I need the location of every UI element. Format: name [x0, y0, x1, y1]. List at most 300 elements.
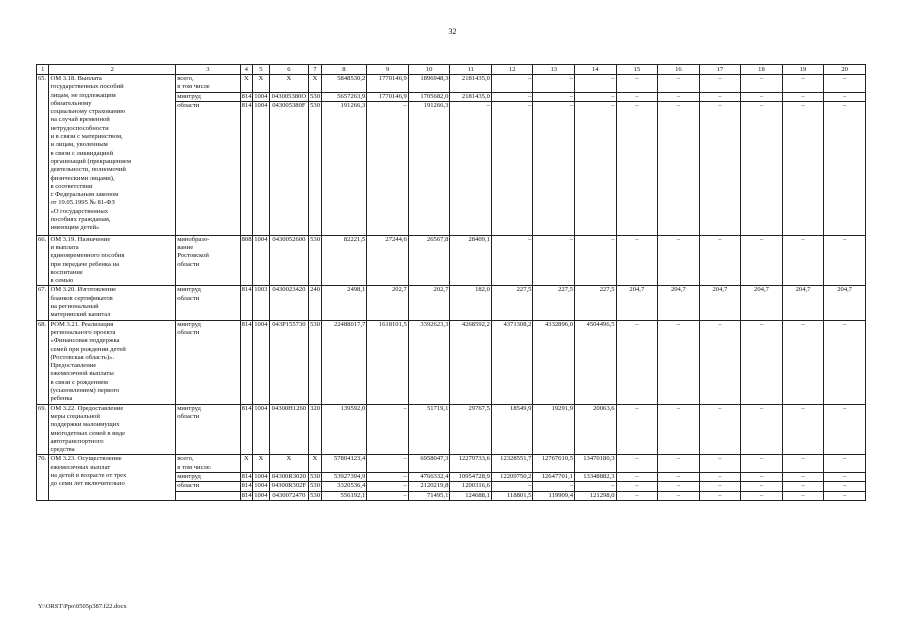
value-cell-c5: 1004 [254, 482, 268, 490]
value-cell-c13: – [533, 482, 575, 491]
value-cell-c18: – [741, 320, 783, 404]
value-cell-c10: 1896948,3 [408, 75, 450, 93]
value-cell-c12: 18549,9 [491, 404, 533, 455]
value-cell-c11: 2181435,0 [450, 75, 492, 93]
value-cell-c15: – [616, 320, 658, 404]
value-cell-c19: – [782, 455, 824, 473]
value-cell-c5: 1004 [253, 101, 270, 235]
text-line: от 19.05.1995 № 81-ФЗ [50, 199, 115, 207]
value-cell-c19: – [782, 92, 824, 101]
text-line: семей при рождении детей [50, 345, 126, 353]
column-header: 7 [309, 65, 321, 75]
value-cell-c8: 2498,1 [321, 286, 367, 320]
value-cell-c16: – [658, 101, 700, 235]
table-row [37, 235, 866, 286]
value-cell-c11: 29767,5 [450, 404, 492, 455]
value-cell-c5: 1004 [253, 235, 270, 286]
value-cell-c13: – [533, 101, 575, 235]
column-header: 18 [741, 65, 783, 75]
value-cell-c17: – [699, 101, 741, 235]
text-line: вание [177, 243, 194, 251]
value-cell-c13: 4332896,0 [533, 320, 575, 404]
text-line: области [177, 260, 200, 268]
value-cell-c18: – [741, 235, 783, 286]
column-header: 20 [824, 65, 866, 75]
text-line: области [177, 412, 200, 420]
value-cell-c7: 530 [310, 92, 321, 100]
page-number: 32 [448, 27, 457, 36]
executor-cell [176, 320, 240, 404]
executor-cell [176, 235, 240, 286]
value-cell-c17: – [699, 404, 741, 455]
value-cell-c15: 204,7 [616, 286, 658, 320]
text-line: деятельности, полномочий [50, 166, 126, 174]
value-cell-c6: 04300R302F [269, 482, 308, 491]
value-cell-c4: 814 [240, 404, 252, 455]
value-cell-c15: – [616, 75, 658, 93]
text-line: минтруд [177, 404, 201, 412]
value-cell-c9: – [367, 404, 409, 455]
value-cell-c7: 530 [310, 491, 321, 499]
value-cell-c11: 4268592,2 [450, 320, 492, 404]
value-cell-c8: 5657263,9 [321, 92, 367, 101]
table-row [37, 320, 866, 404]
value-cell-c5: 1003 [253, 286, 270, 320]
value-cell-c20: – [824, 404, 866, 455]
value-cell-c8: 556192,1 [321, 491, 367, 500]
executor-cell [176, 455, 240, 473]
text-line: ОМ 3.22. Предоставление [50, 404, 124, 412]
value-cell-c4: 814 [241, 491, 252, 499]
value-cell-c4: 814 [240, 286, 252, 320]
value-cell-c8: 22488017,7 [321, 320, 367, 404]
value-cell-c19: – [782, 75, 824, 93]
value-cell-c7: X [309, 75, 321, 93]
value-cell-c19: – [782, 491, 824, 500]
value-cell-c9: – [367, 455, 409, 473]
value-cell-c7: 530 [310, 473, 321, 481]
column-header: 3 [176, 65, 240, 75]
text-line: с Федеральным законом [50, 191, 119, 199]
value-cell-c10: 6958047,3 [408, 455, 450, 473]
value-cell-c15: – [616, 473, 658, 482]
value-cell-c5: X [253, 455, 270, 473]
column-header: 10 [408, 65, 450, 75]
value-cell-c18: – [741, 455, 783, 473]
column-header: 15 [616, 65, 658, 75]
value-cell-c20: – [824, 92, 866, 101]
text-line: и лицам, уволенным [50, 141, 108, 149]
value-cell-c4: 814 [241, 482, 252, 490]
value-cell-c16: – [658, 404, 700, 455]
text-line: области [177, 294, 200, 302]
value-cell-c10: 71495,1 [408, 491, 450, 500]
value-cell-c13: 19291,9 [533, 404, 575, 455]
value-cell-c5: X [253, 75, 270, 93]
value-cell-c11: 1200316,6 [450, 482, 492, 491]
column-header: 8 [321, 65, 367, 75]
value-cell-c6: 0430072470 [269, 491, 308, 500]
text-line: минтруд [177, 286, 201, 294]
text-line: в семью [50, 277, 74, 285]
value-cell-c5: 1004 [254, 491, 268, 499]
text-line: в связи с рождением [50, 378, 108, 386]
value-cell-c14: 227,5 [575, 286, 617, 320]
value-cell-c18: – [741, 101, 783, 235]
text-line: государственных пособий [50, 83, 124, 91]
value-cell-c8: 57804123,4 [321, 455, 367, 473]
text-line: воспитание [50, 268, 83, 276]
value-cell-c10: 51719,1 [408, 404, 450, 455]
value-cell-c12: – [491, 101, 533, 235]
row-number: 69. [37, 404, 49, 455]
value-cell-c18: – [741, 491, 783, 500]
value-cell-c10: 2120219,8 [408, 482, 450, 491]
text-line: нетрудоспособности [50, 124, 109, 132]
text-line: средства [50, 446, 75, 454]
measure-name [49, 404, 176, 455]
value-cell-c14: 13470180,3 [575, 455, 617, 473]
value-cell-c5: 1004 [254, 473, 268, 481]
text-line: бланков сертификатов [50, 294, 113, 302]
value-cell-c12: 227,5 [491, 286, 533, 320]
text-line: в связи с ликвидацией [50, 149, 114, 157]
text-line: в соответствии [50, 182, 93, 190]
row-number: 68. [37, 320, 49, 404]
value-cell-c6: 04300Н1260 [269, 404, 308, 455]
value-cell-c20: – [824, 75, 866, 93]
value-cell-c15: – [616, 482, 658, 491]
executor-cell [176, 286, 240, 320]
value-cell-c12: 12209750,2 [491, 473, 533, 482]
value-cell-c6: 043005380О [269, 92, 308, 101]
executor-cell [176, 482, 240, 491]
value-cell-c18: – [741, 75, 783, 93]
table-row [37, 286, 866, 320]
executor-cell [176, 75, 240, 93]
column-header: 4 [240, 65, 252, 75]
text-line: «О государственных [50, 207, 109, 215]
value-cell-c13: 12647701,1 [533, 473, 575, 482]
value-cell-c20: – [824, 482, 866, 491]
value-cell-c9: 1770146,9 [367, 75, 409, 93]
value-cell-c4: 814 [240, 320, 252, 404]
value-cell-c11: 182,0 [450, 286, 492, 320]
value-cell-c8: 82221,5 [321, 235, 367, 286]
text-line: Ростовской [177, 252, 209, 260]
value-cell-c13: – [533, 75, 575, 93]
column-header: 12 [491, 65, 533, 75]
value-cell-c19: – [782, 404, 824, 455]
value-cell-c10: 202,7 [408, 286, 450, 320]
value-cell-c20: – [824, 491, 866, 500]
file-path-footer: Y:\ORST\Ppo\0505p387.f22.docx [38, 603, 127, 610]
text-line: ежемесячной выплаты [50, 370, 114, 378]
text-line: социальному страхованию [50, 108, 126, 116]
value-cell-c11: 2181435,0 [450, 92, 492, 101]
value-cell-c15: – [616, 92, 658, 101]
value-cell-c17: – [699, 235, 741, 286]
value-cell-c16: – [658, 482, 700, 491]
value-cell-c18: – [741, 473, 783, 482]
text-line: и в связи с материнством, [50, 133, 123, 141]
value-cell-c11: 12279733,6 [450, 455, 492, 473]
value-cell-c14: – [575, 482, 617, 491]
column-header: 1 [37, 65, 49, 75]
text-line: и выплата [50, 243, 79, 251]
value-cell-c17: – [699, 482, 741, 491]
value-cell-c10: 191266,3 [408, 101, 450, 235]
value-cell-c7: 320 [309, 404, 321, 455]
column-header: 16 [658, 65, 700, 75]
value-cell-c9: 202,7 [367, 286, 409, 320]
value-cell-c18: – [741, 92, 783, 101]
value-cell-c15: – [616, 235, 658, 286]
value-cell-c18: – [741, 404, 783, 455]
value-cell-c20: – [824, 320, 866, 404]
text-line: всего, [177, 455, 194, 463]
text-line: единовременного пособия [50, 252, 125, 260]
measure-name [49, 235, 176, 286]
value-cell-c19: – [782, 320, 824, 404]
text-line: пособиях гражданам, [50, 216, 111, 224]
value-cell-c6: 043P155730 [269, 320, 308, 404]
column-header: 17 [699, 65, 741, 75]
value-cell-c11: 10954728,9 [450, 473, 492, 482]
row-number: 70. [37, 455, 49, 500]
table-row [37, 404, 866, 455]
value-cell-c6: 04300R3020 [269, 473, 308, 482]
text-line: минтруд [177, 92, 201, 100]
value-cell-c4: 814 [241, 92, 252, 100]
text-line: организаций (прекращением [50, 157, 132, 165]
value-cell-c12: – [491, 92, 533, 101]
value-cell-c9: – [367, 491, 409, 500]
value-cell-c4: 808 [240, 235, 252, 286]
column-header: 14 [575, 65, 617, 75]
column-header: 6 [269, 65, 308, 75]
text-line: минтруд [177, 320, 201, 328]
budget-table [36, 64, 866, 501]
value-cell-c8: 139592,0 [321, 404, 367, 455]
row-number: 66. [37, 235, 49, 286]
value-cell-c17: – [699, 473, 741, 482]
executor-cell [176, 491, 240, 500]
value-cell-c13: – [533, 235, 575, 286]
text-line: минобразо- [177, 235, 210, 243]
text-line: «Финансовая поддержка [50, 337, 120, 345]
value-cell-c16: – [658, 235, 700, 286]
measure-name [49, 455, 176, 500]
executor-cell [176, 404, 240, 455]
value-cell-c9: 1618101,5 [367, 320, 409, 404]
value-cell-c18: – [741, 482, 783, 491]
value-cell-c19: – [782, 473, 824, 482]
text-line: ежемесячных выплат [50, 463, 111, 471]
value-cell-c19: – [782, 235, 824, 286]
text-line: лицам, не подлежащим [50, 91, 116, 99]
value-cell-c11: – [450, 101, 492, 235]
text-line: области [177, 328, 200, 336]
value-cell-c9: 27244,6 [367, 235, 409, 286]
header-row [37, 65, 866, 75]
text-line: РОМ 3.21. Реализация [50, 320, 114, 328]
value-cell-c16: – [658, 75, 700, 93]
text-line: физическими лицами), [50, 174, 115, 182]
text-line: минтруд [177, 473, 201, 481]
value-cell-c14: 4504496,5 [575, 320, 617, 404]
value-cell-c16: – [658, 491, 700, 500]
executor-cell [176, 92, 240, 101]
value-cell-c16: – [658, 92, 700, 101]
value-cell-c6: X [269, 75, 308, 93]
value-cell-c10: 3392623,3 [408, 320, 450, 404]
text-line: области [177, 482, 200, 490]
value-cell-c13: 12767610,5 [533, 455, 575, 473]
value-cell-c8: 53927394,9 [321, 473, 367, 482]
value-cell-c12: 118801,5 [491, 491, 533, 500]
value-cell-c9: – [367, 473, 409, 482]
value-cell-c12: – [491, 235, 533, 286]
text-line: имеющим детей» [50, 224, 100, 232]
value-cell-c14: – [575, 75, 617, 93]
value-cell-c12: – [491, 75, 533, 93]
table-row [37, 455, 866, 473]
text-line: материнский капитал [50, 311, 111, 319]
value-cell-c5: 1004 [253, 404, 270, 455]
value-cell-c8: 5848530,2 [321, 75, 367, 93]
text-line: ребенка [50, 395, 73, 403]
value-cell-c8: 3320536,4 [321, 482, 367, 491]
value-cell-c14: – [575, 235, 617, 286]
value-cell-c19: – [782, 482, 824, 491]
value-cell-c17: – [699, 491, 741, 500]
value-cell-c14: 121298,0 [575, 491, 617, 500]
value-cell-c6: 0430023420 [269, 286, 308, 320]
value-cell-c12: 4371308,2 [491, 320, 533, 404]
value-cell-c17: – [699, 320, 741, 404]
value-cell-c17: – [699, 75, 741, 93]
text-line: ОМ 3.23. Осуществление [50, 455, 122, 463]
value-cell-c14: 20063,6 [575, 404, 617, 455]
value-cell-c20: – [824, 101, 866, 235]
value-cell-c9: – [367, 101, 409, 235]
text-line: в том числе [177, 83, 210, 91]
column-header: 19 [782, 65, 824, 75]
value-cell-c14: 13348882,3 [575, 473, 617, 482]
value-cell-c9: – [367, 482, 409, 491]
column-header: 13 [533, 65, 575, 75]
text-line: на детей в возрасте от трех [50, 472, 127, 480]
column-header: 2 [49, 65, 176, 75]
text-line [177, 492, 238, 500]
value-cell-c15: – [616, 455, 658, 473]
value-cell-c17: 204,7 [699, 286, 741, 320]
value-cell-c7: 530 [310, 482, 321, 490]
column-header: 5 [253, 65, 270, 75]
text-line: Предоставление [50, 362, 97, 370]
value-cell-c14: – [575, 101, 617, 235]
value-cell-c5: 1004 [254, 92, 268, 100]
value-cell-c14: – [575, 92, 617, 101]
value-cell-c15: – [616, 101, 658, 235]
value-cell-c4: X [240, 455, 252, 473]
value-cell-c5: 1004 [253, 320, 270, 404]
text-line: поддержки малоимущих [50, 421, 120, 429]
text-line: регионального проекта [50, 328, 116, 336]
text-line: обязательному [50, 99, 92, 107]
text-line: области [177, 101, 200, 109]
text-line: (усыновлением) первого [50, 387, 120, 395]
value-cell-c12: – [491, 482, 533, 491]
text-line: ОМ 3.20. Изготовление [50, 286, 116, 294]
value-cell-c18: 204,7 [741, 286, 783, 320]
text-line: при передаче ребенка на [50, 260, 120, 268]
value-cell-c10: 26567,8 [408, 235, 450, 286]
executor-cell [176, 473, 240, 482]
measure-name [49, 75, 176, 236]
measure-name [49, 286, 176, 320]
text-line: многодетных семей в виде [50, 429, 126, 437]
value-cell-c8: 191266,3 [321, 101, 367, 235]
value-cell-c20: 204,7 [824, 286, 866, 320]
value-cell-c7: 530 [309, 101, 321, 235]
value-cell-c15: – [616, 404, 658, 455]
table-row [37, 75, 866, 93]
value-cell-c13: – [533, 92, 575, 101]
value-cell-c16: 204,7 [658, 286, 700, 320]
value-cell-c16: – [658, 473, 700, 482]
text-line: на случай временной [50, 116, 110, 124]
measure-name [49, 320, 176, 404]
value-cell-c17: – [699, 92, 741, 101]
text-line: (Ростовская область)». [50, 353, 115, 361]
value-cell-c11: 28409,1 [450, 235, 492, 286]
value-cell-c9: 1770146,9 [367, 92, 409, 101]
value-cell-c20: – [824, 235, 866, 286]
value-cell-c10: 1705682,0 [408, 92, 450, 101]
text-line: меры социальной [50, 412, 100, 420]
text-line: ОМ 3.18. Выплата [50, 75, 102, 82]
value-cell-c6: 0430052600 [269, 235, 308, 286]
text-line: в том числе: [177, 463, 212, 471]
value-cell-c7: 530 [309, 235, 321, 286]
row-number: 67. [37, 286, 49, 320]
value-cell-c17: – [699, 455, 741, 473]
value-cell-c11: 124688,1 [450, 491, 492, 500]
value-cell-c15: – [616, 491, 658, 500]
value-cell-c20: – [824, 473, 866, 482]
value-cell-c10: 4766332,4 [408, 473, 450, 482]
text-line: всего, [177, 75, 194, 82]
value-cell-c6: X [269, 455, 308, 473]
value-cell-c13: 119909,4 [533, 491, 575, 500]
row-number: 65. [37, 75, 49, 236]
value-cell-c12: 12328551,7 [491, 455, 533, 473]
value-cell-c6: 043005380F [269, 101, 308, 235]
value-cell-c4: 814 [241, 473, 252, 481]
value-cell-c13: 227,5 [533, 286, 575, 320]
value-cell-c16: – [658, 320, 700, 404]
value-cell-c7: 240 [309, 286, 321, 320]
column-header: 9 [367, 65, 409, 75]
value-cell-c16: – [658, 455, 700, 473]
column-header: 11 [450, 65, 492, 75]
value-cell-c20: – [824, 455, 866, 473]
text-line: ОМ 3.19. Назначение [50, 235, 111, 243]
value-cell-c7: 530 [309, 320, 321, 404]
value-cell-c19: 204,7 [782, 286, 824, 320]
